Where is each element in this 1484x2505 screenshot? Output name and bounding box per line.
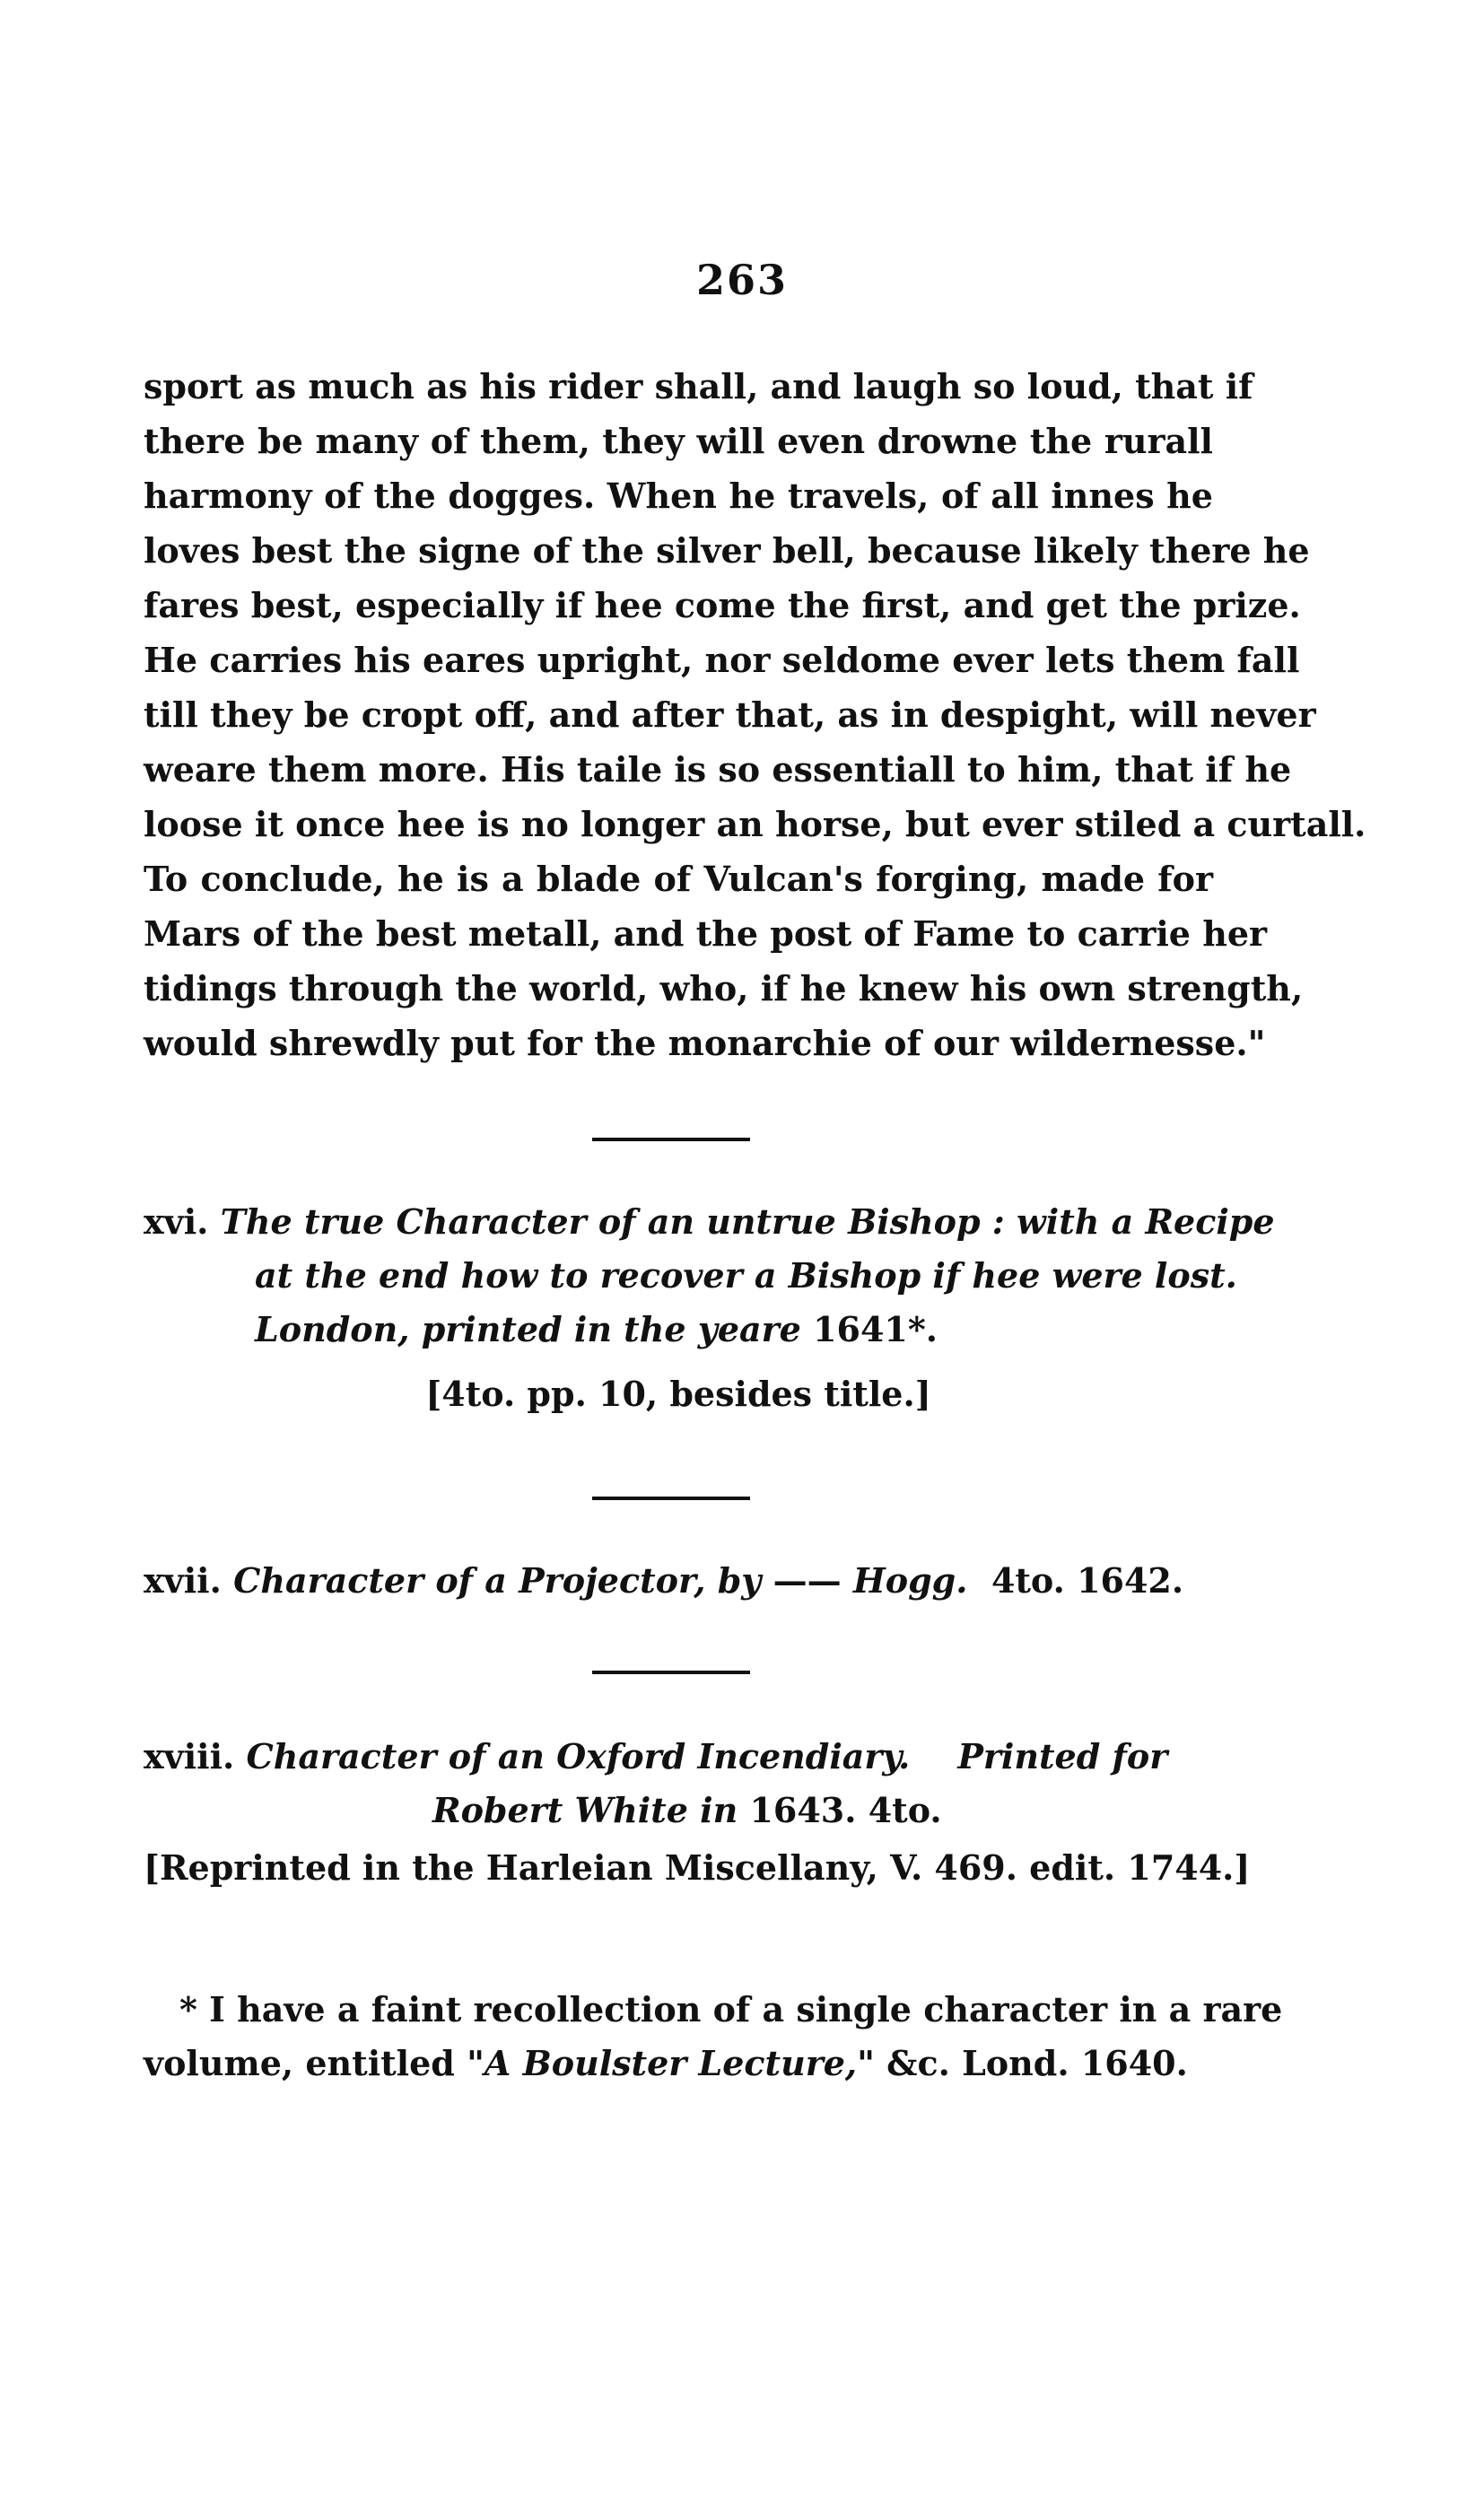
footnote-text: " &c. Lond. 1640. — [857, 2043, 1188, 2083]
footnote-marker: *. — [907, 1309, 938, 1349]
page-number: 263 — [695, 256, 789, 304]
body-line: harmony of the dogges. When he travels, of all innes he — [144, 476, 1213, 516]
footnote-text: volume, entitled " — [144, 2043, 484, 2083]
footnote-line — [144, 2037, 1213, 2090]
body-line: He carries his eares upright, nor seldome ever lets them fall — [144, 640, 1300, 680]
footnote-title: A Boulster Lecture, — [484, 2043, 858, 2083]
body-line: Mars of the best metall, and the post of Fame to carrie her — [144, 913, 1268, 954]
entry-author: Hogg. — [852, 1560, 968, 1601]
footnote-line: * I have a faint recollection of a single character in a rare — [179, 1989, 1283, 2029]
entry-note: [4to. pp. 10, besides title.] — [425, 1374, 931, 1414]
entry-xvi-line2 — [144, 1249, 1237, 1303]
entry-number: xviii. — [144, 1736, 235, 1776]
body-line: there be many of them, they will even drowne the rurall — [144, 421, 1213, 461]
entry-number: xvii. — [144, 1560, 222, 1601]
body-paragraph — [144, 359, 1366, 1070]
entry-xvi — [144, 1195, 1275, 1421]
section-divider — [592, 1671, 750, 1674]
entry-title: Character of an Oxford Incendiary. — [246, 1736, 911, 1776]
body-line: loose it once hee is no longer an horse, but ever stiled a curtall. — [144, 804, 1366, 844]
body-line: till they be cropt off, and after that, as in despight, will never — [144, 694, 1316, 735]
entry-title: Character of a Projector, by — [233, 1560, 762, 1601]
body-line: fares best, especially if hee come the first, and get the prize. — [144, 585, 1301, 625]
entry-printer: Robert White in — [432, 1790, 738, 1830]
body-line: tidings through the world, who, if he knew his own strength, — [144, 968, 1304, 1008]
section-divider — [592, 1497, 750, 1500]
entry-title-cont: at the end how to recover a Bishop if hee were lost. — [255, 1255, 1237, 1296]
entry-xvi-line1 — [144, 1195, 1275, 1249]
entry-printed-for: Printed for — [957, 1736, 1168, 1776]
entry-number: xvi. — [144, 1201, 209, 1242]
entry-note: [Reprinted in the Harleian Miscellany, V. 469. edit. 1744.] — [144, 1847, 1251, 1888]
entry-year-format: 1643. 4to. — [749, 1790, 942, 1830]
entry-year: 1641 — [813, 1309, 908, 1349]
footnote — [144, 1983, 1283, 2090]
entry-xviii — [144, 1730, 1251, 1895]
entry-xvii — [144, 1554, 1213, 1608]
body-line: sport as much as his rider shall, and laugh so loud, that if — [144, 366, 1253, 406]
body-line: would shrewdly put for the monarchie of our wildernesse." — [144, 1023, 1266, 1063]
entry-xvii-line1 — [144, 1554, 1213, 1608]
body-line: weare them more. His taile is so essentiall to him, that if he — [144, 749, 1292, 790]
body-line: To conclude, he is a blade of Vulcan's forging, made for — [144, 859, 1213, 899]
entry-imprint: London, printed in the yeare — [255, 1309, 801, 1349]
entry-title: The true Character of an untrue Bishop : with a Recipe — [220, 1201, 1275, 1242]
entry-xvi-line3 — [144, 1303, 1213, 1357]
entry-xviii-line2 — [144, 1784, 1213, 1837]
entry-xviii-line1 — [144, 1730, 1213, 1784]
section-divider — [592, 1138, 750, 1141]
entry-format: 4to. 1642. — [991, 1560, 1184, 1601]
entry-dash: —— — [773, 1560, 842, 1601]
body-line: loves best the signe of the silver bell, because likely there he — [144, 530, 1310, 571]
